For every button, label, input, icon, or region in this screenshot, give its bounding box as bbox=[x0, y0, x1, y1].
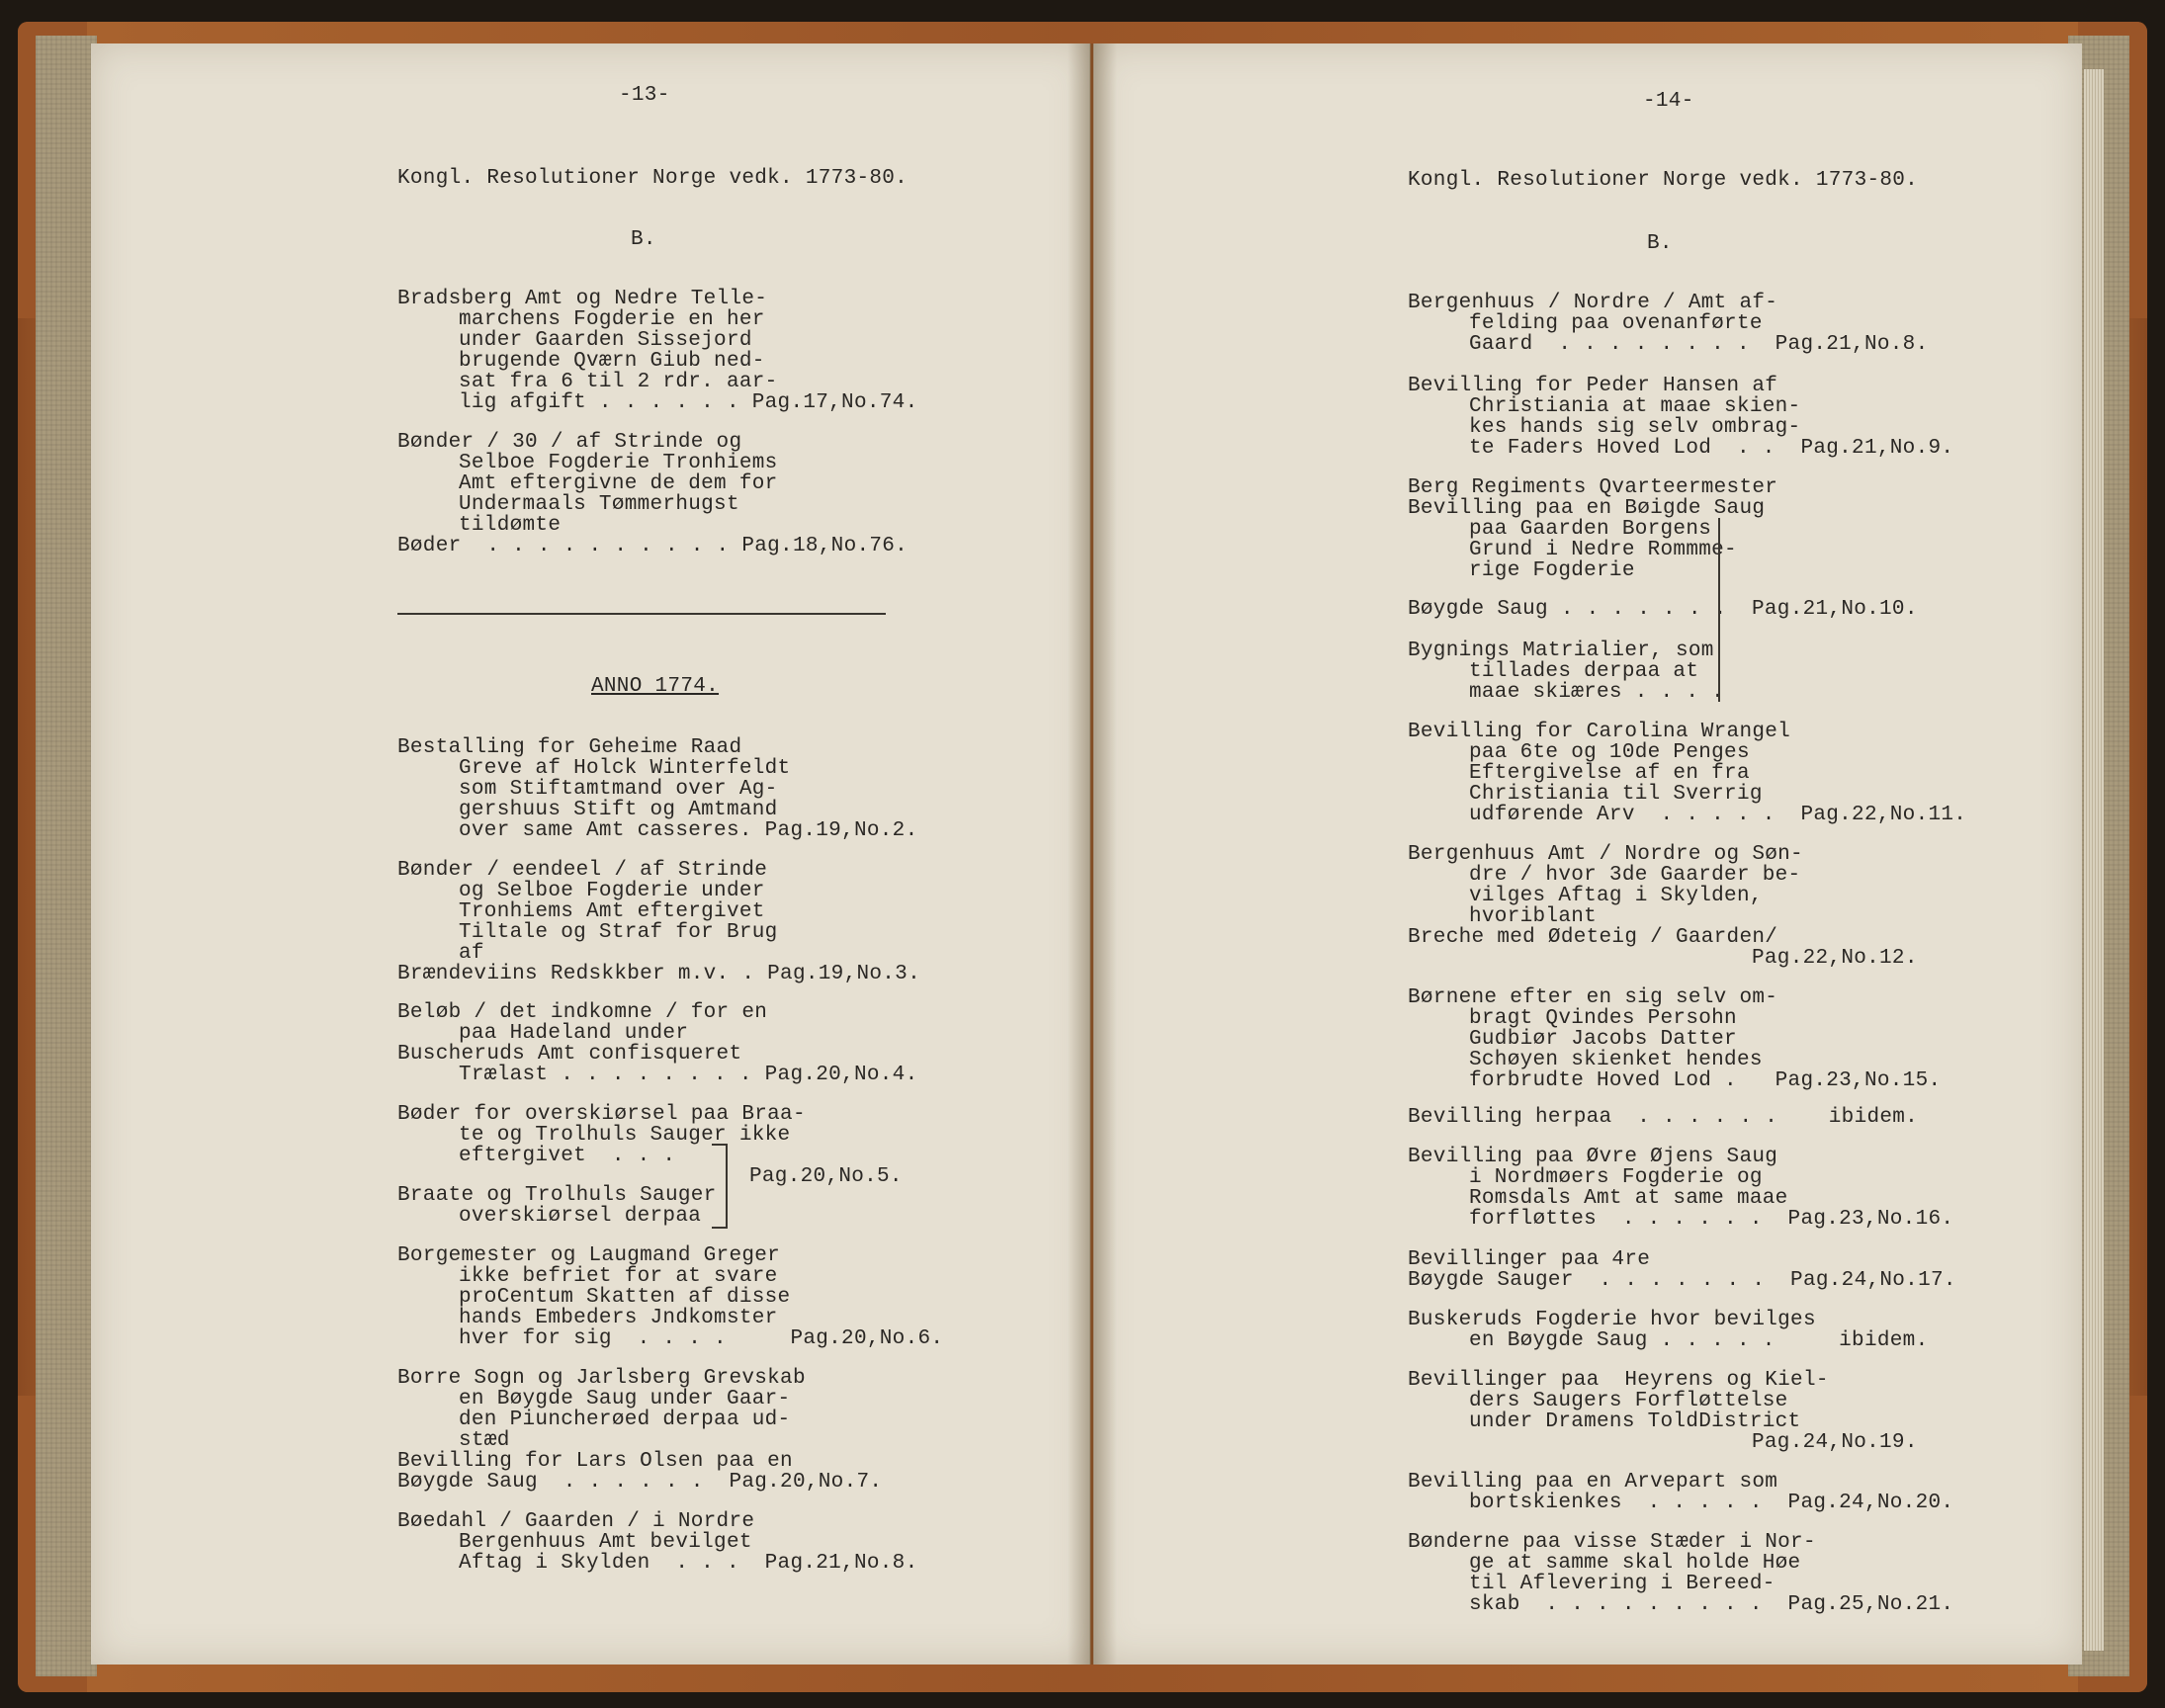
left-line-30: Pag.20,No.5. bbox=[749, 1165, 903, 1188]
right-line-13: Pag.21,No.10. bbox=[1752, 598, 1918, 621]
left-line-11: Bøder . . . . . . . . . . Pag.18,No.76. bbox=[397, 535, 909, 557]
left-line-22: Brændeviins Redskkber m.v. . Pag.19,No.3. bbox=[397, 963, 920, 985]
left-line-44: Bøedahl / Gaarden / i Nordre bbox=[397, 1510, 755, 1533]
left-line-13: Greve af Holck Winterfeldt bbox=[459, 757, 791, 780]
left-page-number: -13- bbox=[619, 84, 670, 107]
left-line-12: Bestalling for Geheime Raad bbox=[397, 736, 742, 759]
right-line-4: Christiania at maae skien- bbox=[1469, 395, 1801, 418]
left-line-38: Borre Sogn og Jarlsberg Grevskab bbox=[397, 1367, 806, 1390]
right-line-8: Bevilling paa en Bøigde Saug bbox=[1408, 497, 1766, 520]
right-line-6: te Faders Hoved Lod . . Pag.21,No.9. bbox=[1469, 437, 1954, 460]
left-line-45: Bergenhuus Amt bevilget bbox=[459, 1531, 752, 1554]
left-line-42: Bevilling for Lars Olsen paa en bbox=[397, 1450, 793, 1473]
left-line-8: Amt eftergivne de dem for bbox=[459, 472, 778, 495]
left-line-10: tildømte bbox=[459, 514, 562, 537]
right-line-37: forfløttes . . . . . . Pag.23,No.16. bbox=[1469, 1208, 1954, 1231]
cloth-binding-left bbox=[36, 36, 97, 1676]
right-line-0: Bergenhuus / Nordre / Amt af- bbox=[1408, 292, 1778, 314]
left-line-4: sat fra 6 til 2 rdr. aar- bbox=[459, 371, 778, 393]
right-line-33: Bevilling herpaa . . . . . . ibidem. bbox=[1408, 1106, 1919, 1129]
left-line-27: Bøder for overskiørsel paa Braa- bbox=[397, 1103, 806, 1126]
right-line-7: Berg Regiments Qvarteermester bbox=[1408, 476, 1778, 499]
left-line-35: proCentum Skatten af disse bbox=[459, 1286, 791, 1309]
left-anno-heading: ANNO 1774. bbox=[591, 675, 720, 698]
left-line-2: under Gaarden Sissejord bbox=[459, 329, 752, 352]
section-divider bbox=[397, 613, 886, 615]
right-line-34: Bevilling paa Øvre Øjens Saug bbox=[1408, 1146, 1778, 1168]
left-line-9: Undermaals Tømmerhugst bbox=[459, 493, 739, 516]
right-line-21: udførende Arv . . . . . Pag.22,No.11. bbox=[1469, 804, 1967, 826]
left-line-43: Bøygde Saug . . . . . . Pag.20,No.7. bbox=[397, 1471, 883, 1494]
left-line-14: som Stiftamtmand over Ag- bbox=[459, 778, 778, 801]
left-line-26: Trælast . . . . . . . . Pag.20,No.4. bbox=[459, 1064, 918, 1086]
right-line-42: Bevillinger paa Heyrens og Kiel- bbox=[1408, 1369, 1829, 1392]
right-line-32: forbrudte Hoved Lod . Pag.23,No.15. bbox=[1469, 1069, 1942, 1092]
right-line-36: Romsdals Amt at same maae bbox=[1469, 1187, 1788, 1210]
left-line-3: brugende Qværn Giub ned- bbox=[459, 350, 765, 373]
right-page-header: Kongl. Resolutioner Norge vedk. 1773-80. bbox=[1408, 169, 1919, 192]
right-line-46: Bevilling paa en Arvepart som bbox=[1408, 1471, 1778, 1494]
right-line-44: under Dramens ToldDistrict bbox=[1469, 1410, 1801, 1433]
right-line-3: Bevilling for Peder Hansen af bbox=[1408, 375, 1778, 397]
left-line-6: Bønder / 30 / af Strinde og bbox=[397, 431, 742, 454]
right-line-26: Breche med Ødeteig / Gaarden/ bbox=[1408, 926, 1778, 949]
right-line-12: Bøygde Saug . . . . . . . bbox=[1408, 598, 1727, 621]
right-line-14: Bygnings Matrialier, som bbox=[1408, 640, 1714, 662]
right-line-30: Gudbiør Jacobs Datter bbox=[1469, 1028, 1737, 1051]
right-line-11: rige Fogderie bbox=[1469, 559, 1635, 582]
left-line-19: Tronhiems Amt eftergivet bbox=[459, 900, 765, 923]
right-line-40: Buskeruds Fogderie hvor bevilges bbox=[1408, 1309, 1816, 1331]
right-line-5: kes hands sig selv ombrag- bbox=[1469, 416, 1801, 439]
left-line-46: Aftag i Skylden . . . Pag.21,No.8. bbox=[459, 1552, 918, 1575]
left-line-16: over same Amt casseres. Pag.19,No.2. bbox=[459, 819, 918, 842]
left-line-20: Tiltale og Straf for Brug bbox=[459, 921, 778, 944]
right-line-10: Grund i Nedre Rommme- bbox=[1469, 539, 1737, 561]
right-page-number: -14- bbox=[1643, 90, 1694, 113]
left-line-28: te og Trolhuls Sauger ikke bbox=[459, 1124, 791, 1147]
right-line-45: Pag.24,No.19. bbox=[1752, 1431, 1918, 1454]
left-line-0: Bradsberg Amt og Nedre Telle- bbox=[397, 288, 768, 310]
left-line-34: ikke befriet for at svare bbox=[459, 1265, 778, 1288]
right-line-15: tillades derpaa at bbox=[1469, 660, 1699, 683]
right-line-1: felding paa ovenanførte bbox=[1469, 312, 1763, 335]
left-section-letter: B. bbox=[631, 228, 656, 251]
right-line-9: paa Gaarden Borgens bbox=[1469, 518, 1712, 541]
page-edges bbox=[2084, 69, 2104, 1651]
left-line-15: gershuus Stift og Amtmand bbox=[459, 799, 778, 821]
left-page-header: Kongl. Resolutioner Norge vedk. 1773-80. bbox=[397, 167, 909, 190]
right-line-18: paa 6te og 10de Penges bbox=[1469, 741, 1750, 764]
right-line-47: bortskienkes . . . . . Pag.24,No.20. bbox=[1469, 1492, 1954, 1514]
right-section-letter: B. bbox=[1647, 232, 1673, 255]
left-line-33: Borgemester og Laugmand Greger bbox=[397, 1244, 781, 1267]
right-line-50: til Aflevering i Bereed- bbox=[1469, 1573, 1775, 1595]
left-line-32: overskiørsel derpaa bbox=[459, 1205, 702, 1228]
right-line-17: Bevilling for Carolina Wrangel bbox=[1408, 721, 1791, 743]
right-line-23: dre / hvor 3de Gaarder be- bbox=[1469, 864, 1801, 887]
right-line-31: Schøyen skienket hendes bbox=[1469, 1049, 1763, 1071]
right-line-25: hvoriblant bbox=[1469, 905, 1598, 928]
book-gutter bbox=[1068, 43, 1117, 1665]
left-line-17: Bønder / eendeel / af Strinde bbox=[397, 859, 768, 882]
left-bracket-5 bbox=[712, 1144, 728, 1229]
left-line-7: Selboe Fogderie Tronhiems bbox=[459, 452, 778, 474]
right-line-24: vilges Aftag i Skylden, bbox=[1469, 885, 1763, 907]
right-line-2: Gaard . . . . . . . . Pag.21,No.8. bbox=[1469, 333, 1929, 356]
right-line-51: skab . . . . . . . . . Pag.25,No.21. bbox=[1469, 1593, 1954, 1616]
right-line-19: Eftergivelse af en fra bbox=[1469, 762, 1750, 785]
right-line-29: bragt Qvindes Persohn bbox=[1469, 1007, 1737, 1030]
left-line-36: hands Embeders Jndkomster bbox=[459, 1307, 778, 1329]
left-line-37: hver for sig . . . . Pag.20,No.6. bbox=[459, 1327, 944, 1350]
right-line-27: Pag.22,No.12. bbox=[1752, 947, 1918, 970]
left-line-31: Braate og Trolhuls Sauger bbox=[397, 1184, 717, 1207]
right-line-35: i Nordmøers Fogderie og bbox=[1469, 1166, 1763, 1189]
left-line-23: Beløb / det indkomne / for en bbox=[397, 1001, 768, 1024]
right-line-41: en Bøygde Saug . . . . . ibidem. bbox=[1469, 1329, 1929, 1352]
left-line-39: en Bøygde Saug under Gaar- bbox=[459, 1388, 791, 1410]
left-line-24: paa Hadeland under bbox=[459, 1022, 689, 1045]
right-line-22: Bergenhuus Amt / Nordre og Søn- bbox=[1408, 843, 1803, 866]
right-bracket-10 bbox=[1704, 518, 1720, 702]
left-line-21: af bbox=[459, 942, 484, 965]
left-line-1: marchens Fogderie en her bbox=[459, 308, 765, 331]
right-line-48: Bønderne paa visse Stæder i Nor- bbox=[1408, 1531, 1816, 1554]
left-line-41: stæd bbox=[459, 1429, 510, 1452]
right-line-16: maae skiæres . . . . bbox=[1469, 681, 1725, 704]
right-line-28: Børnene efter en sig selv om- bbox=[1408, 986, 1778, 1009]
left-line-5: lig afgift . . . . . . Pag.17,No.74. bbox=[459, 391, 918, 414]
left-line-40: den Piuncherøed derpaa ud- bbox=[459, 1409, 791, 1431]
right-line-38: Bevillinger paa 4re bbox=[1408, 1248, 1651, 1271]
right-line-43: ders Saugers Forfløttelse bbox=[1469, 1390, 1788, 1412]
left-line-25: Buscheruds Amt confisqueret bbox=[397, 1043, 742, 1066]
right-line-39: Bøygde Sauger . . . . . . . Pag.24,No.17. bbox=[1408, 1269, 1956, 1292]
right-line-49: ge at samme skal holde Høe bbox=[1469, 1552, 1801, 1575]
left-line-18: og Selboe Fogderie under bbox=[459, 880, 765, 902]
left-line-29: eftergivet . . . bbox=[459, 1145, 676, 1167]
right-line-20: Christiania til Sverrig bbox=[1469, 783, 1763, 806]
